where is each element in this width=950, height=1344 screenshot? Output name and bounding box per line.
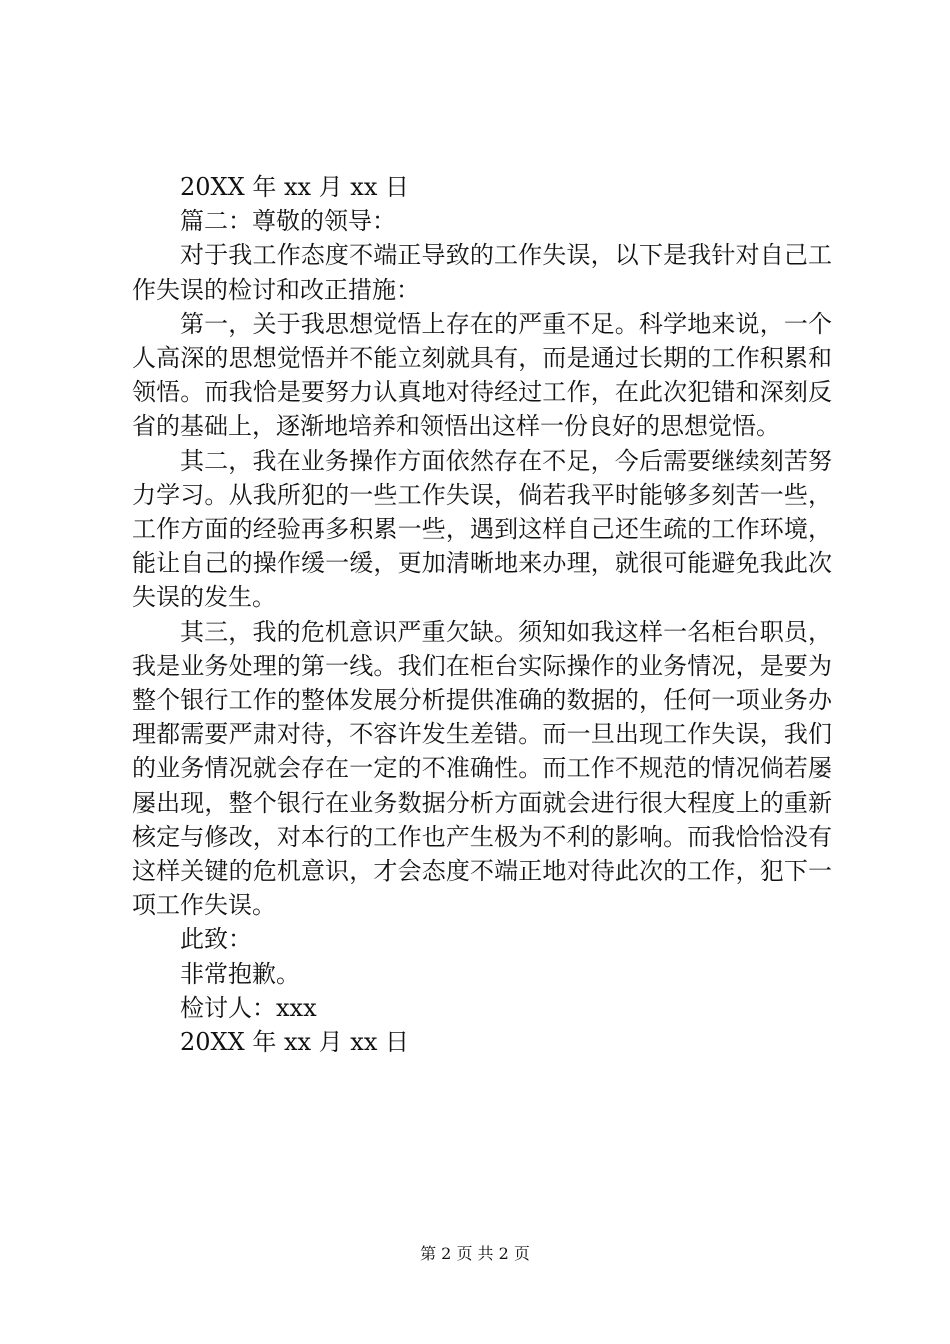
paragraph-first: 第一，关于我思想觉悟上存在的严重不足。科学地来说，一个人高深的思想觉悟并不能立刻就具有，而是通过长期的工作积累和领悟。而我恰是要努力认真地对待经过工作，在此次犯错和深刻反省的基础上，逐渐地培养和领悟出这样一份良好的思想觉悟。: [132, 309, 832, 441]
closing: 此致：: [180, 925, 252, 954]
date-bottom: 20XX 年 xx 月 xx 日: [180, 1028, 409, 1056]
paragraph-third: 其三，我的危机意识严重欠缺。须知如我这样一名柜台职员，我是业务处理的第一线。我们在柜台实际操作的业务情况，是要为整个银行工作的整体发展分析提供准确的数据的，任何一项业务办理都需要严肃对待，不容许发生差错。而一旦出现工作失误，我们的业务情况就会存在一定的不准确性。而工作不规范的情况倘若屡屡出现，整个银行在业务数据分析方面就会进行很大程度上的重新核定与修改，对本行的工作也产生极为不利的影响。而我恰恰没有这样关键的危机意识，才会态度不端正地对待此次的工作，犯下一项工作失误。: [132, 617, 832, 920]
apology: 非常抱歉。: [180, 959, 300, 988]
heading-salutation: 篇二：尊敬的领导：: [180, 207, 396, 236]
page-number-footer: 第 2 页 共 2 页: [420, 1244, 530, 1263]
paragraph-intro: 对于我工作态度不端正导致的工作失误，以下是我针对自己工作失误的检讨和改正措施：: [132, 241, 832, 304]
date-top: 20XX 年 xx 月 xx 日: [180, 173, 409, 201]
paragraph-second: 其二，我在业务操作方面依然存在不足，今后需要继续刻苦努力学习。从我所犯的一些工作失误，倘若我平时能够多刻苦一些，工作方面的经验再多积累一些，遇到这样自己还生疏的工作环境，能让自己的操作缓一缓，更加清晰地来办理，就很可能避免我此次失误的发生。: [132, 446, 832, 612]
signer: 检讨人：xxx: [180, 993, 317, 1022]
document-body: [132, 170, 832, 1059]
